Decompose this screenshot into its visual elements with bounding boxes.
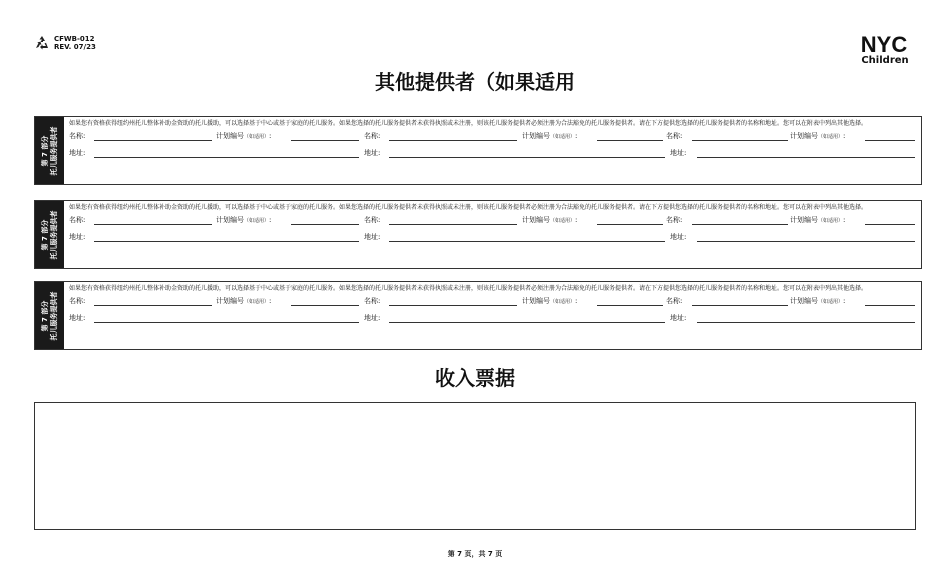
plan-number-label: 计划编号（如适用）: xyxy=(790,216,846,224)
section-tab: 第 7 部分 托儿服务提供者 xyxy=(35,201,64,268)
name-label: 名称: xyxy=(364,297,381,305)
section-instructions: 如果您有资格获得纽约州托儿整体补助金资助的托儿援助，可以选择基于中心或基于家庭的托儿服务。如果您选择的托儿服务提供者未获得执照或未注册，则该托儿服务提供者必须注册为合法豁免的托儿服务提供者。请在下方提供您选择的托儿服务提供者的名称和地址。您可以在附表中列出其他选择。 xyxy=(69,285,868,292)
logo-subtext: Children xyxy=(861,55,909,66)
address-label: 地址: xyxy=(670,314,687,322)
name-field-1[interactable] xyxy=(94,140,212,141)
address-label: 地址: xyxy=(670,233,687,241)
name-label: 名称: xyxy=(364,132,381,140)
plan-number-field-1[interactable] xyxy=(291,305,359,306)
provider-section-2 xyxy=(34,200,922,269)
plan-number-label: 计划编号（如适用）: xyxy=(216,216,272,224)
address-label: 地址: xyxy=(364,233,381,241)
section-instructions: 如果您有资格获得纽约州托儿整体补助金资助的托儿援助，可以选择基于中心或基于家庭的托儿服务。如果您选择的托儿服务提供者未获得执照或未注册，则该托儿服务提供者必须注册为合法豁免的托儿服务提供者。请在下方提供您选择的托儿服务提供者的名称和地址。您可以在附表中列出其他选择。 xyxy=(69,120,868,127)
name-label: 名称: xyxy=(364,216,381,224)
recycle-icon xyxy=(34,35,50,51)
income-receipt-box[interactable] xyxy=(34,402,916,530)
plan-number-field-1[interactable] xyxy=(291,140,359,141)
name-field-1[interactable] xyxy=(94,305,212,306)
form-code: CFWB-012 xyxy=(54,35,95,43)
nyc-children-logo xyxy=(854,33,916,66)
name-label: 名称: xyxy=(69,132,86,140)
name-field-3[interactable] xyxy=(692,305,788,306)
plan-number-label: 计划编号（如适用）: xyxy=(790,132,846,140)
name-field-2[interactable] xyxy=(389,140,517,141)
plan-number-field-2[interactable] xyxy=(597,140,663,141)
name-field-2[interactable] xyxy=(389,305,517,306)
name-label: 名称: xyxy=(666,297,683,305)
plan-number-label: 计划编号（如适用）: xyxy=(522,132,578,140)
plan-number-label: 计划编号（如适用）: xyxy=(522,297,578,305)
address-field-1[interactable] xyxy=(94,157,359,158)
svg-text:NYC: NYC xyxy=(860,33,908,55)
plan-number-label: 计划编号（如适用）: xyxy=(790,297,846,305)
provider-section-3 xyxy=(34,281,922,350)
plan-number-field-1[interactable] xyxy=(291,224,359,225)
plan-number-label: 计划编号（如适用）: xyxy=(522,216,578,224)
section-tab: 第 7 部分 托儿服务提供者 xyxy=(35,117,64,184)
plan-number-label: 计划编号（如适用）: xyxy=(216,132,272,140)
address-label: 地址: xyxy=(670,149,687,157)
name-field-3[interactable] xyxy=(692,224,788,225)
plan-number-field-3[interactable] xyxy=(865,305,915,306)
section-instructions: 如果您有资格获得纽约州托儿整体补助金资助的托儿援助，可以选择基于中心或基于家庭的托儿服务。如果您选择的托儿服务提供者未获得执照或未注册，则该托儿服务提供者必须注册为合法豁免的托儿服务提供者。请在下方提供您选择的托儿服务提供者的名称和地址。您可以在附表中列出其他选择。 xyxy=(69,204,868,211)
revision-date: REV. 07/23 xyxy=(54,43,96,51)
name-field-1[interactable] xyxy=(94,224,212,225)
plan-number-field-2[interactable] xyxy=(597,305,663,306)
address-field-1[interactable] xyxy=(94,322,359,323)
provider-section-1 xyxy=(34,116,922,185)
name-field-2[interactable] xyxy=(389,224,517,225)
plan-number-field-3[interactable] xyxy=(865,140,915,141)
page-number: 第 7 页，共 7 页 xyxy=(447,550,503,558)
address-field-3[interactable] xyxy=(697,157,915,158)
address-label: 地址: xyxy=(69,149,86,157)
address-label: 地址: xyxy=(364,314,381,322)
plan-number-field-2[interactable] xyxy=(597,224,663,225)
name-label: 名称: xyxy=(666,216,683,224)
plan-number-field-3[interactable] xyxy=(865,224,915,225)
address-field-1[interactable] xyxy=(94,241,359,242)
address-field-3[interactable] xyxy=(697,241,915,242)
address-label: 地址: xyxy=(364,149,381,157)
income-receipt-title: 收入票据 xyxy=(435,366,515,390)
name-field-3[interactable] xyxy=(692,140,788,141)
address-field-2[interactable] xyxy=(389,241,665,242)
name-label: 名称: xyxy=(666,132,683,140)
address-field-2[interactable] xyxy=(389,157,665,158)
nyc-logo-icon xyxy=(854,33,914,55)
plan-number-label: 计划编号（如适用）: xyxy=(216,297,272,305)
name-label: 名称: xyxy=(69,216,86,224)
address-label: 地址: xyxy=(69,233,86,241)
address-label: 地址: xyxy=(69,314,86,322)
section-tab: 第 7 部分 托儿服务提供者 xyxy=(35,282,64,349)
page-title: 其他提供者（如果适用 xyxy=(375,70,575,94)
address-field-3[interactable] xyxy=(697,322,915,323)
form-code-block xyxy=(34,35,96,51)
name-label: 名称: xyxy=(69,297,86,305)
address-field-2[interactable] xyxy=(389,322,665,323)
